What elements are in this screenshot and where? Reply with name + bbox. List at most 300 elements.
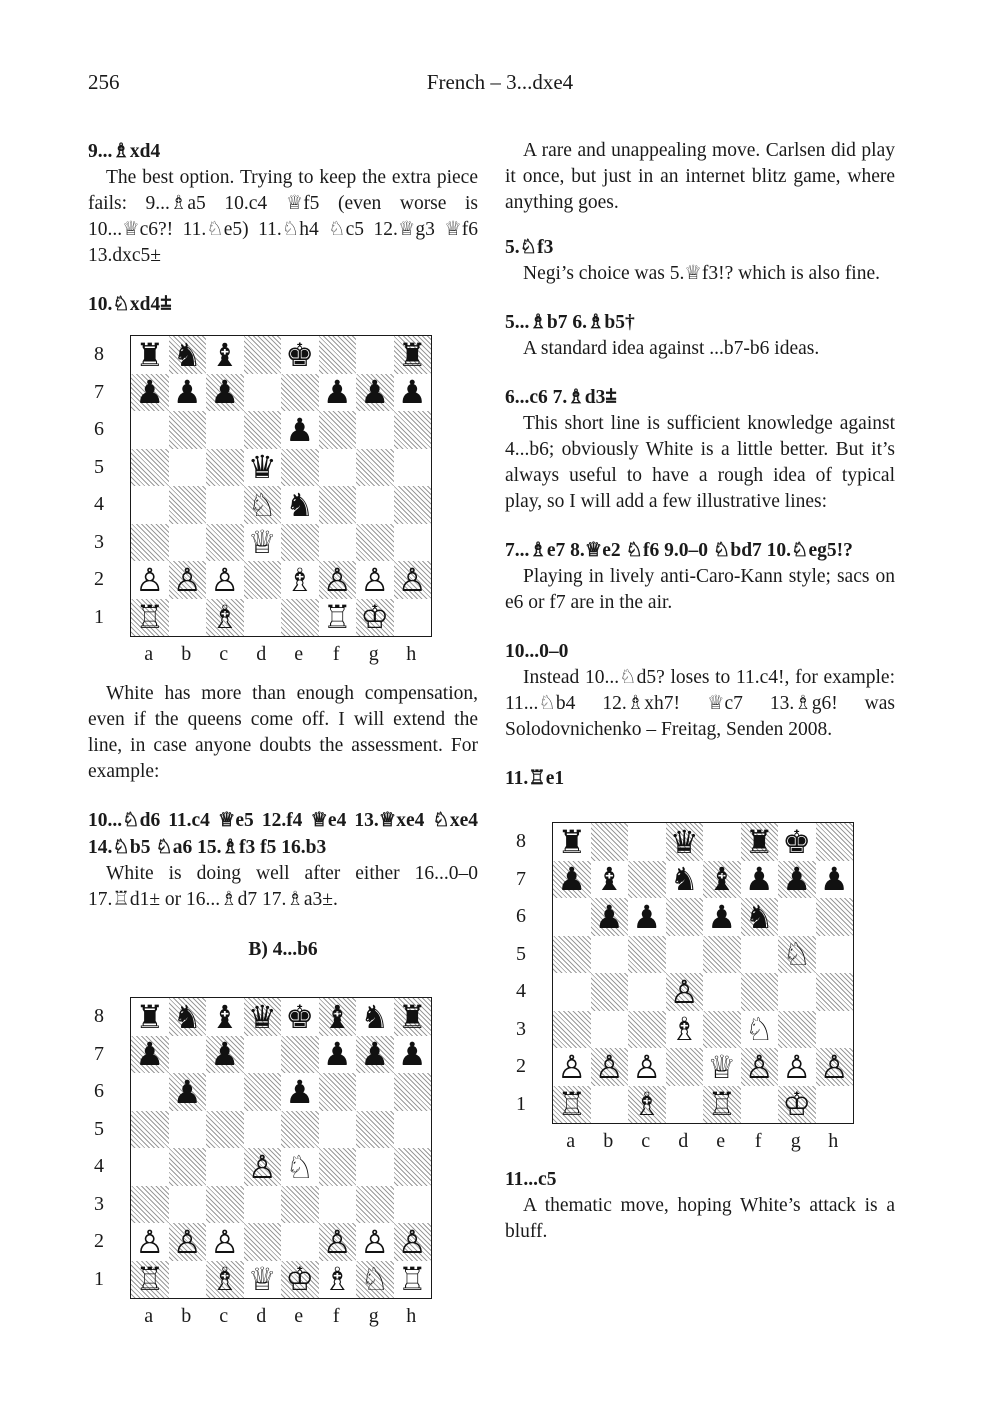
board-square	[778, 1011, 816, 1049]
board-square	[741, 861, 779, 899]
board-square	[816, 973, 854, 1011]
black-rook-icon: ♜	[135, 997, 165, 1036]
board-square	[319, 336, 357, 374]
board-square	[169, 998, 207, 1036]
board-square	[356, 374, 394, 412]
rank-label: 8	[516, 830, 526, 852]
board-square	[628, 898, 666, 936]
rank-label: 2	[516, 1055, 526, 1077]
board-square	[244, 336, 282, 374]
board-square	[778, 823, 816, 861]
board-square	[169, 1223, 207, 1261]
black-pawn-icon: ♟	[322, 1035, 352, 1074]
board-square	[169, 1148, 207, 1186]
black-pawn-icon: ♟	[782, 860, 812, 899]
file-label: e	[294, 1305, 304, 1327]
board-square	[394, 1073, 432, 1111]
board-square	[628, 936, 666, 974]
white-pawn-icon: ♙	[744, 1047, 774, 1086]
board-square	[666, 936, 704, 974]
board-square	[319, 374, 357, 412]
file-label: c	[219, 1305, 229, 1327]
white-bishop-icon: ♗	[285, 560, 315, 599]
board-square	[319, 998, 357, 1036]
board-square	[131, 524, 169, 562]
white-king-icon: ♔	[360, 598, 390, 637]
board-square	[666, 1011, 704, 1049]
board-square	[394, 524, 432, 562]
board-square	[319, 599, 357, 637]
board-square	[169, 599, 207, 637]
white-king-icon: ♔	[782, 1085, 812, 1124]
white-bishop-icon: ♗	[322, 1260, 352, 1299]
black-rook-icon: ♜	[135, 335, 165, 374]
black-queen-icon: ♛	[669, 822, 699, 861]
board-square	[591, 1086, 629, 1124]
file-label: f	[332, 1305, 340, 1327]
board-square	[206, 1073, 244, 1111]
board-square	[394, 1111, 432, 1149]
white-pawn-icon: ♙	[322, 560, 352, 599]
board-square	[319, 1261, 357, 1299]
board-square	[666, 861, 704, 899]
board-square	[741, 1086, 779, 1124]
white-pawn-icon: ♙	[210, 1222, 240, 1261]
white-pawn-icon: ♙	[397, 560, 427, 599]
board-square	[553, 1048, 591, 1086]
move-line: 6...c6 7.♗d3⩲	[505, 387, 617, 408]
board-square	[169, 1261, 207, 1299]
board-square	[816, 1048, 854, 1086]
board-square	[356, 998, 394, 1036]
rank-label: 6	[94, 418, 104, 440]
board-square	[319, 449, 357, 487]
board-square	[131, 336, 169, 374]
black-pawn-icon: ♟	[135, 373, 165, 412]
black-bishop-icon: ♝	[210, 335, 240, 374]
file-labels	[130, 1305, 430, 1327]
file-label: h	[406, 643, 417, 665]
board-square	[319, 1186, 357, 1224]
white-knight-icon: ♘	[744, 1010, 774, 1049]
section-heading: B) 4...b6	[248, 939, 318, 960]
white-pawn-icon: ♙	[135, 1222, 165, 1261]
board-square	[591, 861, 629, 899]
board-square	[169, 561, 207, 599]
rank-label: 6	[516, 905, 526, 927]
board-square	[206, 1111, 244, 1149]
file-labels	[130, 643, 430, 665]
black-bishop-icon: ♝	[322, 997, 352, 1036]
file-label: a	[566, 1130, 576, 1152]
rank-label: 5	[94, 1117, 104, 1140]
file-label: h	[406, 1305, 417, 1327]
rank-label: 3	[516, 1017, 526, 1040]
rank-label: 8	[94, 343, 104, 365]
board-square	[703, 1086, 741, 1124]
board-square	[206, 1261, 244, 1299]
white-rook-icon: ♖	[135, 1260, 165, 1299]
board-square	[281, 599, 319, 637]
board-square	[666, 973, 704, 1011]
board-square	[666, 823, 704, 861]
commentary: A rare and unappealing move. Carlsen did play it once, but just in an internet blitz game, where anything goes.	[505, 140, 895, 213]
white-queen-icon: ♕	[247, 1260, 277, 1299]
board-square	[394, 1148, 432, 1186]
file-label: c	[219, 643, 229, 665]
board-square	[244, 1073, 282, 1111]
file-label: a	[144, 1305, 154, 1327]
black-pawn-icon: ♟	[594, 897, 624, 936]
board-square	[244, 599, 282, 637]
commentary: A thematic move, hoping White’s attack is a bluff.	[505, 1195, 895, 1242]
black-queen-icon: ♛	[247, 997, 277, 1036]
commentary: White is doing well after either 16...0–0 17.♖d1± or 16...♗d7 17.♗a3±.	[88, 863, 478, 910]
board-square	[666, 1048, 704, 1086]
rank-label: 7	[94, 1042, 104, 1065]
board-square	[628, 1048, 666, 1086]
board-square	[778, 861, 816, 899]
black-knight-icon: ♞	[744, 897, 774, 936]
white-pawn-icon: ♙	[322, 1222, 352, 1261]
board-square	[394, 486, 432, 524]
board-square	[394, 411, 432, 449]
white-pawn-icon: ♙	[397, 1222, 427, 1261]
board-square	[169, 1036, 207, 1074]
black-pawn-icon: ♟	[210, 1035, 240, 1074]
board-square	[206, 524, 244, 562]
board-square	[131, 561, 169, 599]
board-square	[319, 1036, 357, 1074]
board-square	[206, 599, 244, 637]
board-square	[281, 1261, 319, 1299]
board-square	[394, 561, 432, 599]
file-label: f	[332, 643, 340, 665]
board-square	[319, 1148, 357, 1186]
white-king-icon: ♔	[285, 1260, 315, 1299]
board-square	[553, 973, 591, 1011]
board-square	[281, 1073, 319, 1111]
board-square	[244, 1223, 282, 1261]
board-square	[281, 524, 319, 562]
board-square	[319, 524, 357, 562]
black-pawn-icon: ♟	[707, 897, 737, 936]
board-square	[169, 524, 207, 562]
white-knight-icon: ♘	[285, 1147, 315, 1186]
black-pawn-icon: ♟	[397, 373, 427, 412]
white-pawn-icon: ♙	[782, 1047, 812, 1086]
commentary: A standard idea against ...b7-b6 ideas.	[523, 338, 820, 359]
board-square	[778, 1086, 816, 1124]
board-square	[816, 898, 854, 936]
board-square	[741, 898, 779, 936]
white-queen-icon: ♕	[707, 1047, 737, 1086]
board-square	[394, 336, 432, 374]
black-knight-icon: ♞	[669, 860, 699, 899]
board-square	[356, 561, 394, 599]
white-pawn-icon: ♙	[669, 972, 699, 1011]
board-square	[244, 411, 282, 449]
board-square	[281, 411, 319, 449]
black-king-icon: ♚	[782, 822, 812, 861]
black-pawn-icon: ♟	[360, 1035, 390, 1074]
board-square	[553, 1086, 591, 1124]
black-pawn-icon: ♟	[322, 373, 352, 412]
board-square	[356, 1073, 394, 1111]
black-pawn-icon: ♟	[557, 860, 587, 899]
board-square	[131, 449, 169, 487]
board-square	[206, 336, 244, 374]
board-square	[131, 1148, 169, 1186]
file-label: d	[256, 1305, 267, 1327]
board-square	[741, 1048, 779, 1086]
board-square	[319, 1111, 357, 1149]
move-line: 7...♗e7 8.♕e2 ♘f6 9.0–0 ♘bd7 10.♘eg5!?	[505, 540, 853, 561]
white-pawn-icon: ♙	[594, 1047, 624, 1086]
chess-diagram	[88, 997, 430, 1327]
rank-label: 1	[94, 1267, 104, 1290]
board-square	[206, 374, 244, 412]
white-pawn-icon: ♙	[247, 1147, 277, 1186]
file-label: b	[181, 1305, 192, 1327]
board-square	[394, 1036, 432, 1074]
black-pawn-icon: ♟	[210, 373, 240, 412]
board-square	[703, 861, 741, 899]
board-square	[778, 973, 816, 1011]
board-square	[319, 1073, 357, 1111]
move-line: 10.♘xd4⩲	[88, 294, 172, 315]
board-square	[553, 1011, 591, 1049]
white-rook-icon: ♖	[557, 1085, 587, 1124]
white-rook-icon: ♖	[322, 598, 352, 637]
commentary: The best option. Trying to keep the extra piece fails: 9...♗a5 10.c4 ♕f5 (even worse is 10...♕c6?! 11.♘e5) 11.♘h4 ♘c5 12.♕g3 ♕f6 13.dxc5±	[88, 167, 478, 266]
black-pawn-icon: ♟	[285, 1072, 315, 1111]
board-square	[591, 823, 629, 861]
file-labels	[552, 1130, 852, 1152]
white-rook-icon: ♖	[397, 1260, 427, 1299]
board-square	[319, 1223, 357, 1261]
board-square	[281, 1111, 319, 1149]
file-label: g	[790, 1130, 801, 1152]
move-line: 10...0–0	[505, 641, 569, 662]
white-queen-icon: ♕	[247, 523, 277, 562]
board-square	[131, 998, 169, 1036]
black-pawn-icon: ♟	[285, 410, 315, 449]
chess-diagram	[88, 335, 430, 665]
board-square	[816, 861, 854, 899]
move-line: 5.♘f3	[505, 237, 554, 258]
board-square	[206, 1148, 244, 1186]
board-square	[703, 936, 741, 974]
left-column	[88, 138, 478, 1327]
board-square	[244, 998, 282, 1036]
rank-label: 1	[94, 605, 104, 628]
board-square	[169, 336, 207, 374]
board-square	[778, 1048, 816, 1086]
white-knight-icon: ♘	[247, 485, 277, 524]
board-square	[741, 823, 779, 861]
page-number: 256	[88, 70, 120, 94]
board-square	[356, 599, 394, 637]
commentary: Negi’s choice was 5.♕f3!? which is also fine.	[523, 263, 881, 284]
board-square	[169, 1111, 207, 1149]
board-square	[356, 1148, 394, 1186]
file-label: b	[181, 643, 192, 665]
board-square	[356, 1186, 394, 1224]
move-line: 9...♗xd4	[88, 141, 161, 162]
board-square	[356, 1261, 394, 1299]
board-square	[169, 1186, 207, 1224]
commentary: Playing in lively anti-Caro-Kann style; sacs on e6 or f7 are in the air.	[505, 566, 895, 613]
board-square	[553, 936, 591, 974]
rank-label: 7	[94, 380, 104, 403]
board-square	[206, 449, 244, 487]
rank-label: 4	[516, 980, 526, 1002]
board-square	[591, 936, 629, 974]
black-rook-icon: ♜	[744, 822, 774, 861]
board-square	[206, 411, 244, 449]
chess-board	[130, 997, 432, 1299]
board-square	[206, 998, 244, 1036]
board-square	[169, 486, 207, 524]
board-square	[319, 411, 357, 449]
chess-board	[552, 822, 854, 1124]
file-label: e	[716, 1130, 726, 1152]
board-square	[666, 898, 704, 936]
board-square	[741, 1011, 779, 1049]
commentary: Instead 10...♘d5? loses to 11.c4!, for example: 11...♘b4 12.♗xh7! ♕c7 13.♗g6! was Solodovnichenko – Freitag, Senden 2008.	[505, 667, 895, 740]
black-king-icon: ♚	[285, 997, 315, 1036]
board-square	[356, 486, 394, 524]
board-square	[281, 486, 319, 524]
board-square	[591, 898, 629, 936]
board-square	[131, 374, 169, 412]
black-queen-icon: ♛	[247, 448, 277, 487]
board-square	[169, 1073, 207, 1111]
white-pawn-icon: ♙	[210, 560, 240, 599]
board-square	[131, 1073, 169, 1111]
board-square	[703, 1011, 741, 1049]
board-square	[244, 1186, 282, 1224]
board-square	[628, 973, 666, 1011]
board-square	[356, 449, 394, 487]
file-label: d	[678, 1130, 689, 1152]
white-pawn-icon: ♙	[360, 560, 390, 599]
move-line: 11.♖e1	[505, 768, 565, 789]
file-label: a	[144, 643, 154, 665]
board-square	[281, 561, 319, 599]
board-square	[244, 449, 282, 487]
board-square	[131, 1186, 169, 1224]
board-square	[553, 861, 591, 899]
board-square	[131, 486, 169, 524]
board-square	[244, 1148, 282, 1186]
black-pawn-icon: ♟	[632, 897, 662, 936]
board-square	[131, 599, 169, 637]
file-label: g	[368, 1305, 379, 1327]
white-knight-icon: ♘	[360, 1260, 390, 1299]
black-bishop-icon: ♝	[210, 997, 240, 1036]
black-knight-icon: ♞	[172, 335, 202, 374]
black-bishop-icon: ♝	[594, 860, 624, 899]
board-square	[394, 1223, 432, 1261]
board-square	[281, 1223, 319, 1261]
rank-label: 7	[516, 867, 526, 890]
board-square	[169, 374, 207, 412]
board-square	[206, 486, 244, 524]
white-bishop-icon: ♗	[632, 1085, 662, 1124]
commentary: White has more than enough compensation, even if the queens come off. I will extend the line, in case anyone doubts the assessment. For example:	[88, 683, 478, 782]
board-square	[628, 1011, 666, 1049]
board-square	[281, 1036, 319, 1074]
move-line: 11...c5	[505, 1169, 557, 1190]
rank-label: 3	[94, 1192, 104, 1215]
chess-board	[130, 335, 432, 637]
board-square	[741, 936, 779, 974]
board-square	[281, 998, 319, 1036]
board-square	[703, 1048, 741, 1086]
board-square	[553, 898, 591, 936]
board-square	[206, 1036, 244, 1074]
black-knight-icon: ♞	[285, 485, 315, 524]
white-pawn-icon: ♙	[632, 1047, 662, 1086]
white-bishop-icon: ♗	[669, 1010, 699, 1049]
board-square	[244, 1036, 282, 1074]
rank-label: 4	[94, 1155, 104, 1177]
board-square	[244, 561, 282, 599]
right-column	[505, 138, 895, 1245]
rank-label: 3	[94, 530, 104, 553]
white-pawn-icon: ♙	[135, 560, 165, 599]
white-rook-icon: ♖	[135, 598, 165, 637]
board-square	[131, 1261, 169, 1299]
commentary: This short line is sufficient knowledge against 4...b6; obviously White is a little better. But it’s always useful to have a rough idea of typical play, so I will add a few illustrative lines:	[505, 413, 895, 512]
board-square	[394, 374, 432, 412]
black-pawn-icon: ♟	[819, 860, 849, 899]
white-pawn-icon: ♙	[819, 1047, 849, 1086]
black-pawn-icon: ♟	[744, 860, 774, 899]
black-pawn-icon: ♟	[172, 373, 202, 412]
board-square	[591, 973, 629, 1011]
board-square	[356, 524, 394, 562]
board-square	[553, 823, 591, 861]
board-square	[591, 1011, 629, 1049]
board-square	[703, 823, 741, 861]
black-pawn-icon: ♟	[135, 1035, 165, 1074]
board-square	[628, 861, 666, 899]
white-pawn-icon: ♙	[557, 1047, 587, 1086]
board-square	[244, 486, 282, 524]
board-square	[281, 1148, 319, 1186]
running-head: French – 3...dxe4	[426, 70, 574, 94]
board-square	[131, 411, 169, 449]
board-square	[169, 449, 207, 487]
file-label: d	[256, 643, 267, 665]
black-king-icon: ♚	[285, 335, 315, 374]
board-square	[131, 1223, 169, 1261]
white-knight-icon: ♘	[782, 935, 812, 974]
rank-label: 5	[94, 455, 104, 478]
board-square	[356, 1111, 394, 1149]
white-bishop-icon: ♗	[210, 1260, 240, 1299]
move-line: 10...♘d6 11.c4 ♕e5 12.f4 ♕e4 13.♕xe4 ♘xe4 14.♘b5 ♘a6 15.♗f3 f5 16.b3	[88, 810, 478, 858]
board-square	[319, 561, 357, 599]
board-square	[356, 1223, 394, 1261]
file-label: h	[828, 1130, 839, 1152]
board-square	[244, 374, 282, 412]
board-square	[281, 374, 319, 412]
black-knight-icon: ♞	[172, 997, 202, 1036]
